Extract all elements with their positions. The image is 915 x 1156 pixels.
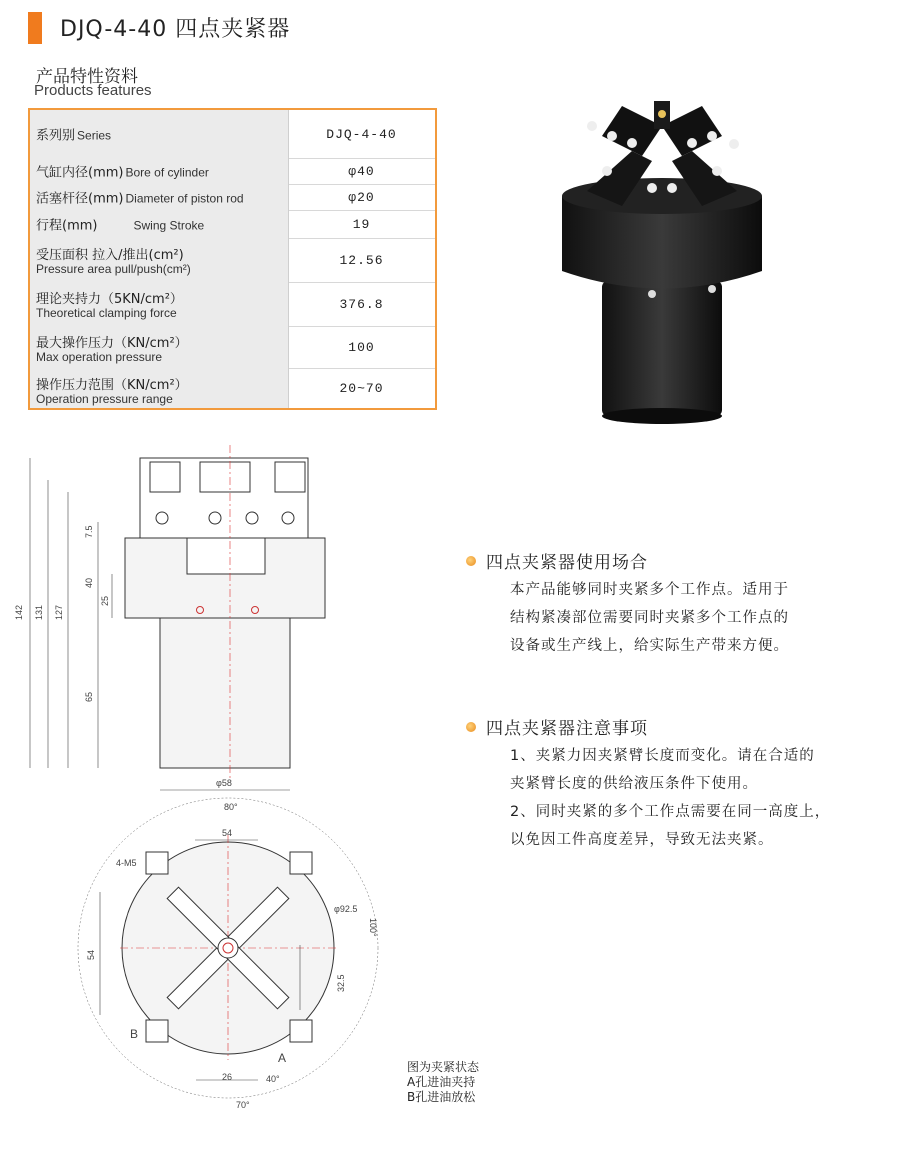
spec-label-en: Swing Stroke: [133, 218, 205, 233]
spec-label-en: Max operation pressure: [36, 350, 163, 364]
top-view: [78, 798, 378, 1098]
spec-label-cn: 活塞杆径(mm): [36, 191, 124, 207]
dim-100-deg: 100°: [368, 918, 378, 937]
spec-row-pressure-range: [30, 368, 435, 408]
spec-label-cn: 理论夹持力（5KN/cm²）: [36, 292, 183, 307]
technical-drawing: [0, 440, 420, 1120]
spec-label-cn: 最大操作压力（KN/cm²）: [36, 336, 188, 351]
spec-label-cn: 气缸内径(mm): [36, 165, 124, 181]
notes-title-text: 四点夹紧器注意事项: [486, 719, 648, 739]
spec-value: 19: [352, 216, 371, 232]
usage-line: 本产品能够同时夹紧多个工作点。适用于: [510, 582, 789, 598]
dim-80-deg: 80°: [224, 802, 238, 812]
page-title: DJQ-4-40 四点夹紧器: [60, 17, 291, 42]
notes-line: 2、同时夹紧的多个工作点需要在同一高度上，: [510, 804, 831, 820]
usage-paragraph: [510, 576, 789, 660]
caption-line: A孔进油夹持: [407, 1075, 476, 1089]
dim-26: 26: [222, 1072, 233, 1082]
notes-line: 夹紧臂长度的供给液压条件下使用。: [510, 776, 758, 792]
caption-line: B孔进油放松: [407, 1090, 476, 1104]
spec-label-en: Series: [77, 128, 112, 143]
spec-label-en: Operation pressure range: [36, 392, 173, 406]
dim-phi92-5: φ92.5: [334, 904, 358, 914]
dim-40: 40: [84, 577, 94, 588]
side-view: [125, 445, 325, 780]
spec-label-en: Theoretical clamping force: [36, 306, 177, 320]
spec-value: φ20: [348, 189, 375, 205]
spec-value: 20~70: [339, 380, 384, 396]
spec-label-en: Diameter of piston rod: [125, 191, 244, 206]
product-photo: [562, 96, 762, 426]
title-accent-bar: [28, 12, 42, 44]
dim-70-deg: 70°: [236, 1100, 250, 1110]
notes-section-title: [466, 714, 648, 739]
spec-value: 12.56: [339, 252, 384, 268]
dim-phi58: φ58: [216, 778, 232, 788]
spec-label-cn: 系列别: [36, 128, 76, 144]
drawing-caption: [407, 1060, 479, 1105]
dim-65: 65: [84, 691, 94, 702]
spec-value: DJQ-4-40: [326, 126, 397, 142]
spec-value: φ40: [348, 163, 375, 179]
usage-line: 结构紧凑部位需要同时夹紧多个工作点的: [510, 610, 789, 626]
section-subtitle-en: Products features: [34, 82, 152, 99]
spec-label-en: Pressure area pull/push(cm²): [36, 262, 191, 276]
dim-54-top: 54: [222, 828, 233, 838]
spec-row-force: [30, 282, 435, 327]
dim-7-5: 7.5: [84, 525, 94, 538]
dim-127: 127: [54, 604, 64, 620]
bullet-icon: [466, 722, 476, 732]
dim-25: 25: [100, 595, 110, 606]
dim-131: 131: [34, 604, 44, 620]
spec-value: 376.8: [339, 296, 384, 312]
spec-row-series: [30, 110, 435, 159]
usage-line: 设备或生产线上，给实际生产带来方便。: [510, 638, 789, 654]
spec-row-bore: [30, 158, 435, 185]
dim-4-m5: 4-M5: [116, 858, 137, 868]
usage-section-title: [466, 548, 648, 573]
spec-label-cn: 操作压力范围（KN/cm²）: [36, 378, 188, 393]
spec-value: 100: [348, 339, 375, 355]
spec-label-cn: 受压面积 拉入/推出(cm²): [36, 248, 184, 263]
port-label-a: A: [278, 1051, 287, 1065]
notes-line: 1、夹紧力因夹紧臂长度而变化。请在合适的: [510, 748, 815, 764]
dim-142: 142: [14, 604, 24, 620]
port-label-b: B: [130, 1027, 139, 1041]
notes-paragraph: [510, 742, 830, 854]
usage-title-text: 四点夹紧器使用场合: [486, 553, 648, 573]
spec-row-area: [30, 238, 435, 283]
spec-table: [28, 108, 437, 410]
spec-label-cn: 行程(mm): [36, 218, 98, 234]
spec-row-max-pressure: [30, 326, 435, 369]
caption-line: 图为夹紧状态: [407, 1060, 480, 1074]
notes-line: 以免因工件高度差异，导致无法夹紧。: [510, 832, 774, 848]
dim-32-5: 32.5: [336, 974, 346, 992]
section-subtitle-cn: 产品特性资料: [36, 67, 138, 87]
dim-40-deg: 40°: [266, 1074, 280, 1084]
bullet-icon: [466, 556, 476, 566]
dim-54-left: 54: [86, 949, 96, 960]
spec-label-en: Bore of cylinder: [125, 165, 209, 180]
spec-row-rod: [30, 184, 435, 211]
spec-row-stroke: [30, 210, 435, 239]
